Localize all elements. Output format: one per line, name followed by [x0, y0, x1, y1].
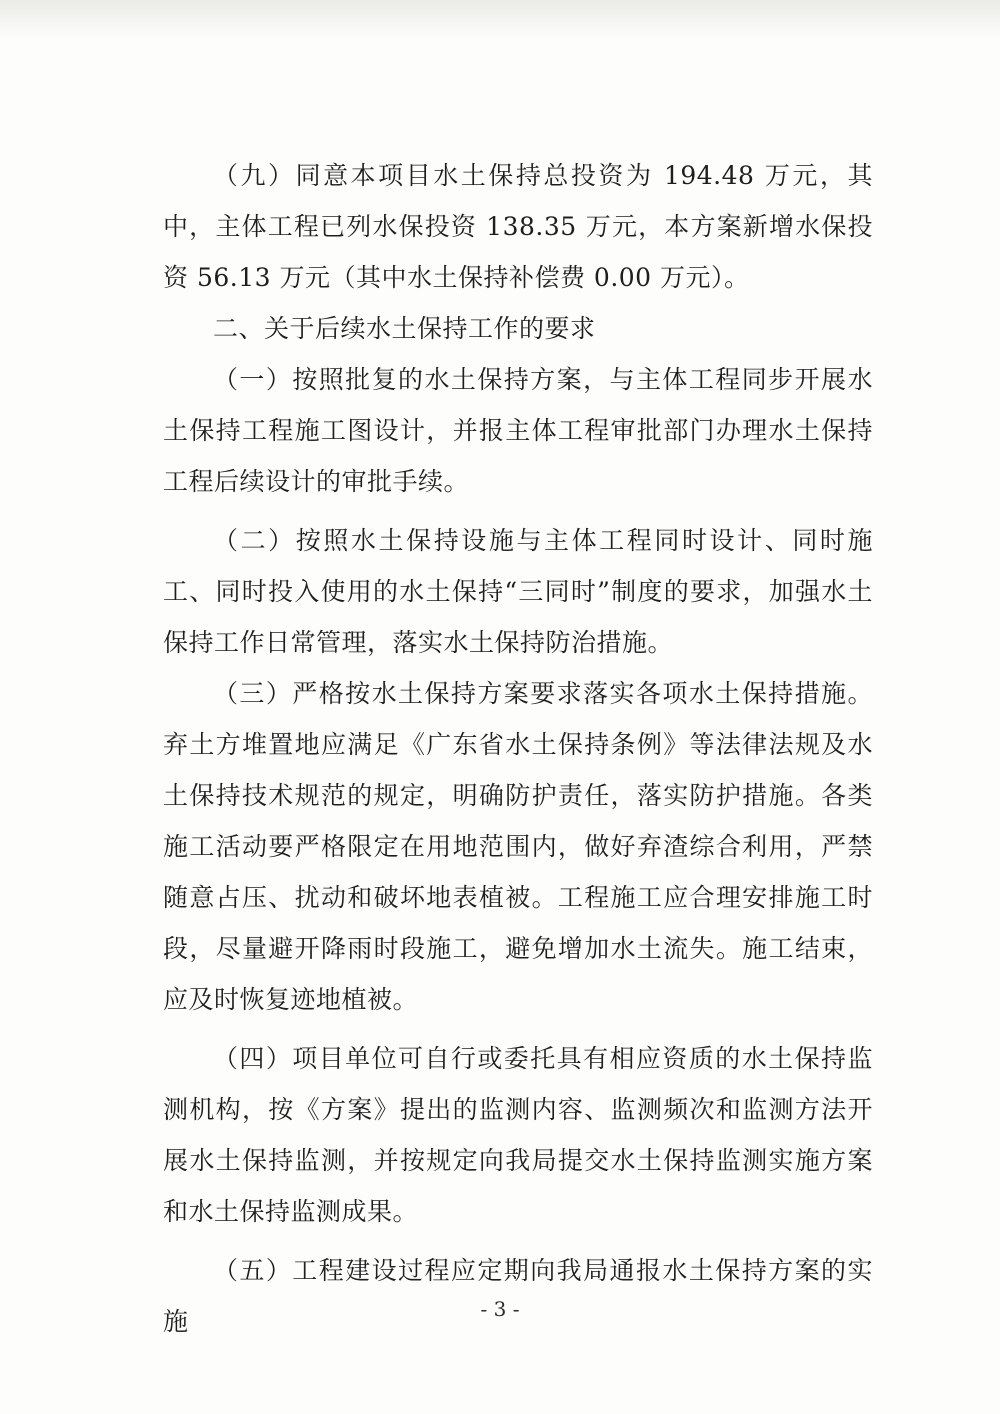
paragraph-requirement-4: （四）项目单位可自行或委托具有相应资质的水土保持监测机构，按《方案》提出的监测内容、监测频次和监测方法开展水土保持监测，并按规定向我局提交水土保持监测实施方案和水土保持监测成果。	[163, 1044, 873, 1226]
paragraph-item-9: （九）同意本项目水土保持总投资为 194.48 万元，其中，主体工程已列水保投资 138.35 万元，本方案新增水保投资 56.13 万元（其中水土保持补偿费 0.00 万元）。	[163, 161, 873, 292]
section-heading-follow-up-requirements: 二、关于后续水土保持工作的要求	[213, 314, 596, 343]
document-body	[163, 150, 873, 1347]
paragraph-requirement-2: （二）按照水土保持设施与主体工程同时设计、同时施工、同时投入使用的水土保持“三同时”制度的要求，加强水土保持工作日常管理，落实水土保持防治措施。	[163, 526, 873, 657]
page-number: - 3 -	[480, 1297, 520, 1321]
paragraph-requirement-3: （三）严格按水土保持方案要求落实各项水土保持措施。弃土方堆置地应满足《广东省水土保持条例》等法律法规及水土保持技术规范的规定，明确防护责任，落实防护措施。各类施工活动要严格限定在用地范围内，做好弃渣综合利用，严禁随意占压、扰动和破坏地表植被。工程施工应合理安排施工时段，尽量避开降雨时段施工，避免增加水土流失。施工结束，应及时恢复迹地植被。	[163, 679, 873, 1014]
scan-edge-shadow	[0, 0, 1000, 40]
paragraph-requirement-1: （一）按照批复的水土保持方案，与主体工程同步开展水土保持工程施工图设计，并报主体工程审批部门办理水土保持工程后续设计的审批手续。	[163, 365, 873, 496]
paragraph-requirement-5: （五）工程建设过程应定期向我局通报水土保持方案的实施	[163, 1256, 873, 1336]
